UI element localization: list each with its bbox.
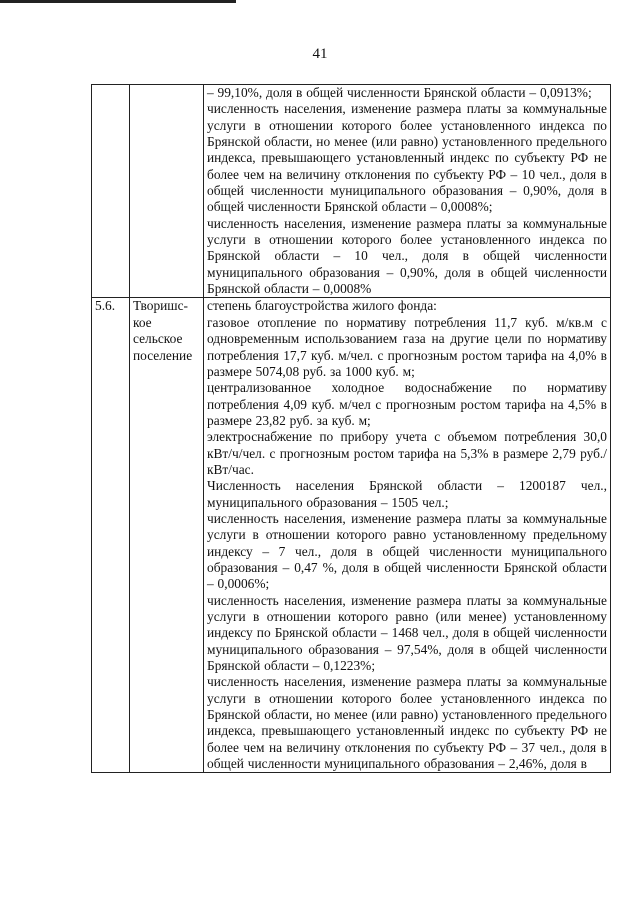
municipality-name-cell bbox=[130, 85, 204, 298]
description-cell bbox=[204, 298, 611, 773]
paragraph: численность населения, изменение размера платы за коммунальные услуги в отношении которого равно установленному предельному индексу – 7 чел., доля в общей численности муниципального образования – 0,47 %, доля в общей численности Брянской области – 0,0006%; bbox=[207, 510, 607, 592]
paragraph: степень благоустройства жилого фонда: bbox=[207, 298, 437, 314]
table-row bbox=[92, 298, 611, 773]
top-border-rule bbox=[0, 0, 236, 3]
paragraph: – 99,10%, доля в общей численности Брянской области – 0,0913%; bbox=[207, 85, 592, 100]
table-row bbox=[92, 85, 611, 298]
paragraph: численность населения, изменение размера платы за коммунальные услуги в отношении которого более установленного индекса по Брянской области, но менее (или равно) установленного предельного индекса, превышающего установленный индекс по субъекту РФ не более чем на величину отклонения по субъекту РФ – 10 чел., доля в общей численности муниципального образования – 0,90%, доля в общей численности Брянской области – 0,0008%; bbox=[207, 101, 607, 215]
document-table bbox=[91, 84, 611, 773]
description-cell bbox=[204, 85, 611, 298]
page-number: 41 bbox=[312, 46, 328, 62]
row-number-cell: 5.6. bbox=[92, 298, 130, 773]
paragraph: Численность населения Брянской области – 1200187 чел., муниципального образования – 1505 чел.; bbox=[207, 478, 607, 510]
paragraph: численность населения, изменение размера платы за коммунальные услуги в отношении которого более установленного индекса по Брянской области – 10 чел., доля в общей численности муниципального образования – 0,90%, доля в общей численности Брянской области – 0,0008% bbox=[207, 215, 607, 297]
paragraph: численность населения, изменение размера платы за коммунальные услуги в отношении которого более установленного индекса по Брянской области, но менее (или равно) установленного предельного индекса, превышающего установленный индекс по субъекту РФ не более чем на величину отклонения по субъекту РФ – 37 чел., доля в общей численности муниципального образования – 2,46%, доля в bbox=[207, 674, 607, 772]
row-number-cell bbox=[92, 85, 130, 298]
paragraph: численность населения, изменение размера платы за коммунальные услуги в отношении которого равно (или менее) установленному индексу по Брянской области – 1468 чел., доля в общей численности муниципального образования – 97,54%, доля в общей численности Брянской области – 0,1223%; bbox=[207, 592, 607, 674]
paragraph: газовое отопление по нормативу потребления 11,7 куб. м/кв.м с одновременным использованием газа на другие цели по нормативу потребления 17,7 куб. м/чел. с прогнозным ростом тарифа на 4,0% в размере 5074,08 руб. за 1000 куб. м; bbox=[207, 314, 607, 379]
municipality-name-cell: Творишс-кое сельское поселение bbox=[130, 298, 204, 773]
paragraph: электроснабжение по прибору учета с объемом потребления 30,0 кВт/ч/чел. с прогнозным ростом тарифа на 5,3% в размере 2,79 руб./кВт/час. bbox=[207, 429, 607, 477]
paragraph: централизованное холодное водоснабжение по нормативу потребления 4,09 куб. м/чел с прогнозным ростом тарифа на 4,5% в размере 23,82 руб. за куб. м; bbox=[207, 380, 607, 428]
